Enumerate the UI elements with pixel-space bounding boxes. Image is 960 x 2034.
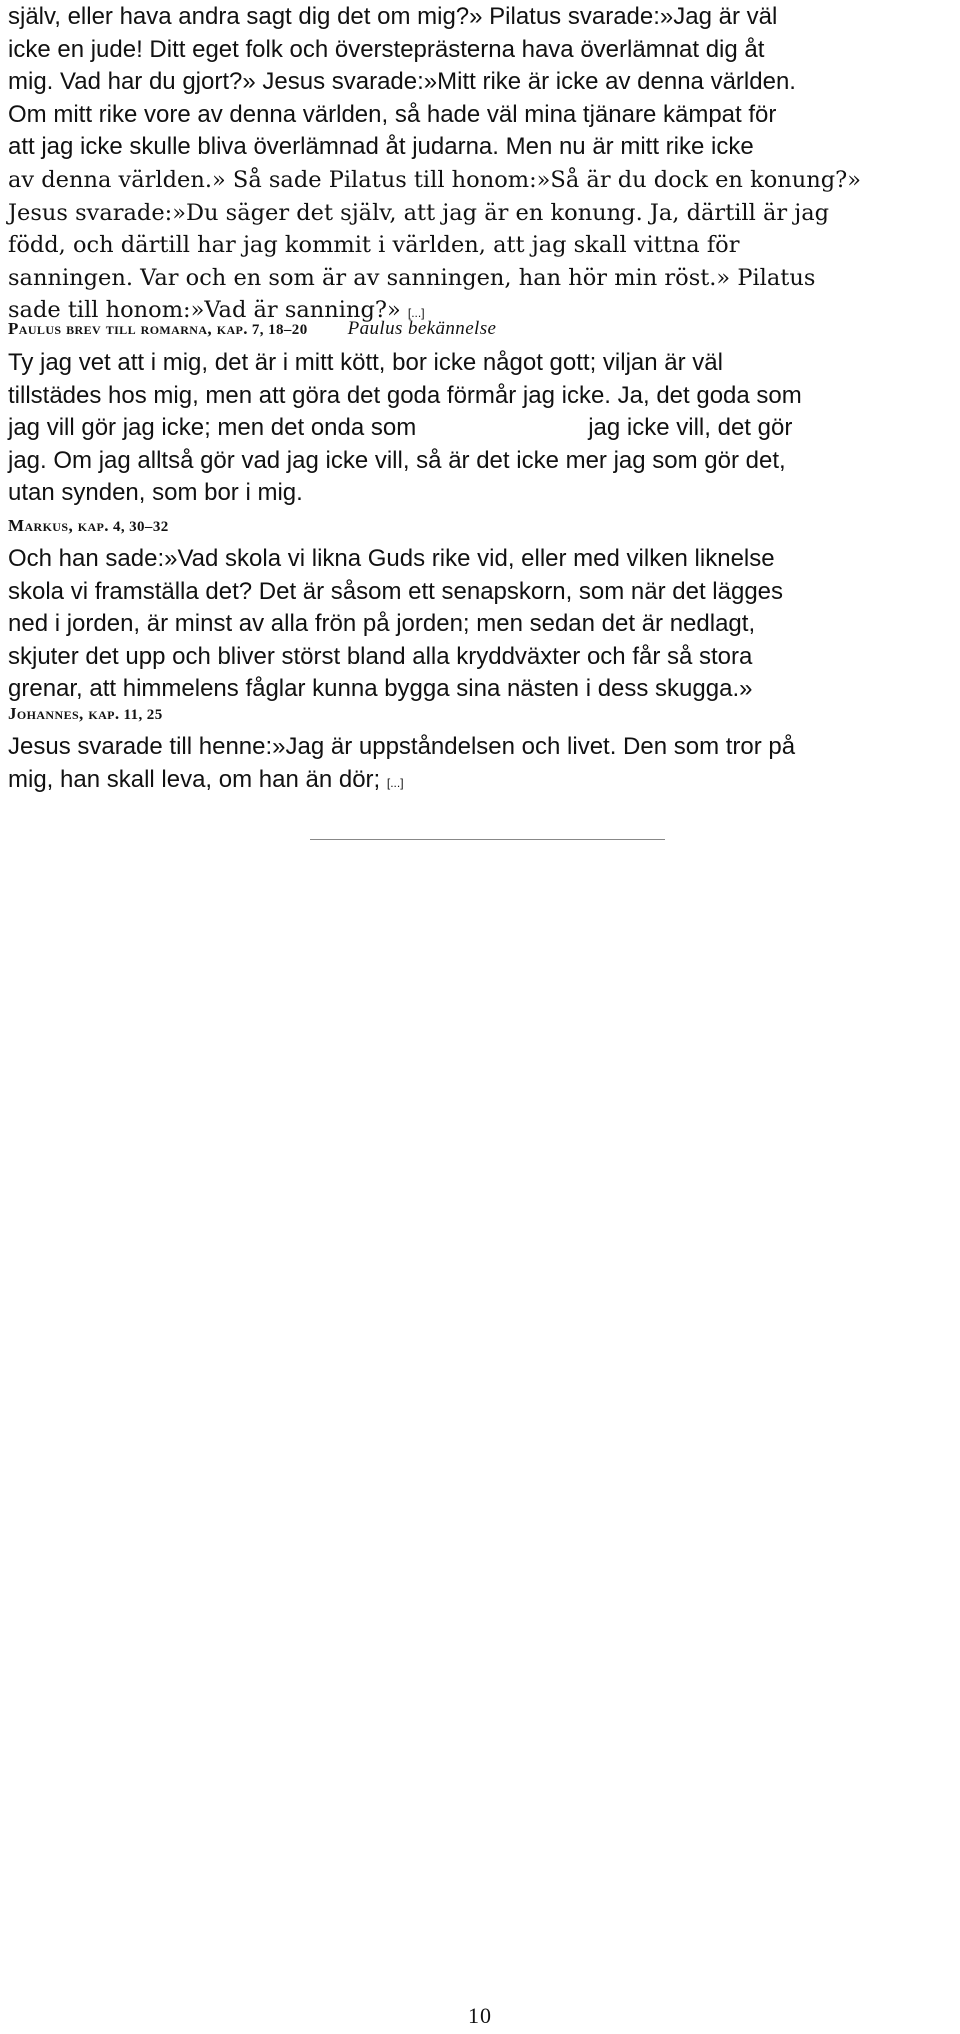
section-markus — [8, 516, 783, 706]
text-line: grenar, att himmelens fåglar kunna bygga sina nästen i dess skugga.» — [8, 675, 753, 703]
heading-reference: 7, 18–20 — [251, 322, 308, 338]
text-line: skjuter det upp och bliver störst bland alla kryddväxter och får så stora — [8, 642, 753, 670]
omission-mark: [...] — [386, 775, 404, 790]
omission-mark: [...] — [407, 306, 425, 321]
heading-subtitle: Paulus bekännelse — [347, 318, 497, 339]
text-line: ned i jorden, är minst av alla frön på jorden; men sedan det är nedlagt, — [8, 610, 756, 638]
heading-title: Markus, kap. — [8, 516, 109, 535]
text-line: mig. Vad har du gjort?» Jesus svarade:»Mitt rike är icke av denna världen. — [8, 68, 796, 96]
heading-reference: 11, 25 — [123, 707, 163, 723]
text-line-content: sade till honom:»Vad är sanning?» — [8, 297, 401, 324]
section-heading — [8, 318, 802, 340]
text-line: icke en jude! Ditt eget folk och översteprästerna hava överlämnat dig åt — [8, 35, 765, 63]
text-line: Jesus svarade till henne:»Jag är uppståndelsen och livet. Den som tror på — [8, 733, 796, 760]
text-line: Och han sade:»Vad skola vi likna Guds rike vid, eller med vilken liknelse — [8, 545, 775, 572]
section-heading — [8, 704, 795, 724]
text-line: av denna världen.» Så sade Pilatus till honom:»Så är du dock en konung?» — [8, 166, 861, 193]
text-line: född, och därtill har jag kommit i världen, att jag skall vittna för — [8, 232, 740, 259]
text-line: tillstädes hos mig, men att göra det goda förmår jag icke. Ja, det goda som — [8, 381, 802, 409]
text-line: Jesus svarade:»Du säger det själv, att jag är en konung. Ja, därtill är jag — [8, 199, 830, 226]
heading-reference: 4, 30–32 — [112, 519, 169, 535]
text-line — [8, 412, 802, 445]
text-line: utan synden, som bor i mig. — [8, 479, 303, 507]
heading-title: Johannes, kap. — [8, 704, 120, 723]
passage-pilatus — [8, 1, 861, 330]
text-line-part: jag vill gör jag icke; men det onda som — [8, 414, 417, 442]
section-johannes — [8, 704, 795, 799]
page-number: 10 — [468, 2003, 492, 2028]
text-line: skola vi framställa det? Det är såsom ett senapskorn, som när det lägges — [8, 577, 784, 605]
section-romarna — [8, 318, 802, 510]
text-line: Om mitt rike vore av denna världen, så hade väl mina tjänare kämpat för — [8, 100, 777, 128]
text-line: sanningen. Var och en som är av sanningen, han hör min röst.» Pilatus — [8, 264, 816, 291]
text-line: själv, eller hava andra sagt dig det om mig?» Pilatus svarade:»Jag är väl — [8, 3, 778, 30]
text-line: att jag icke skulle bliva överlämnad åt judarna. Men nu är mitt rike icke — [8, 133, 754, 161]
section-heading — [8, 516, 783, 536]
text-line-content: mig, han skall leva, om han än dör; — [8, 765, 381, 793]
text-line: Ty jag vet att i mig, det är i mitt kött, bor icke något gott; viljan är väl — [8, 349, 723, 376]
text-line-part: jag icke vill, det gör — [588, 414, 793, 442]
divider-rule — [310, 839, 665, 840]
heading-title: Paulus brev till romarna, kap. — [8, 319, 248, 338]
text-line — [8, 764, 795, 800]
text-line: jag. Om jag alltså gör vad jag icke vill, så är det icke mer jag som gör det, — [8, 446, 786, 474]
